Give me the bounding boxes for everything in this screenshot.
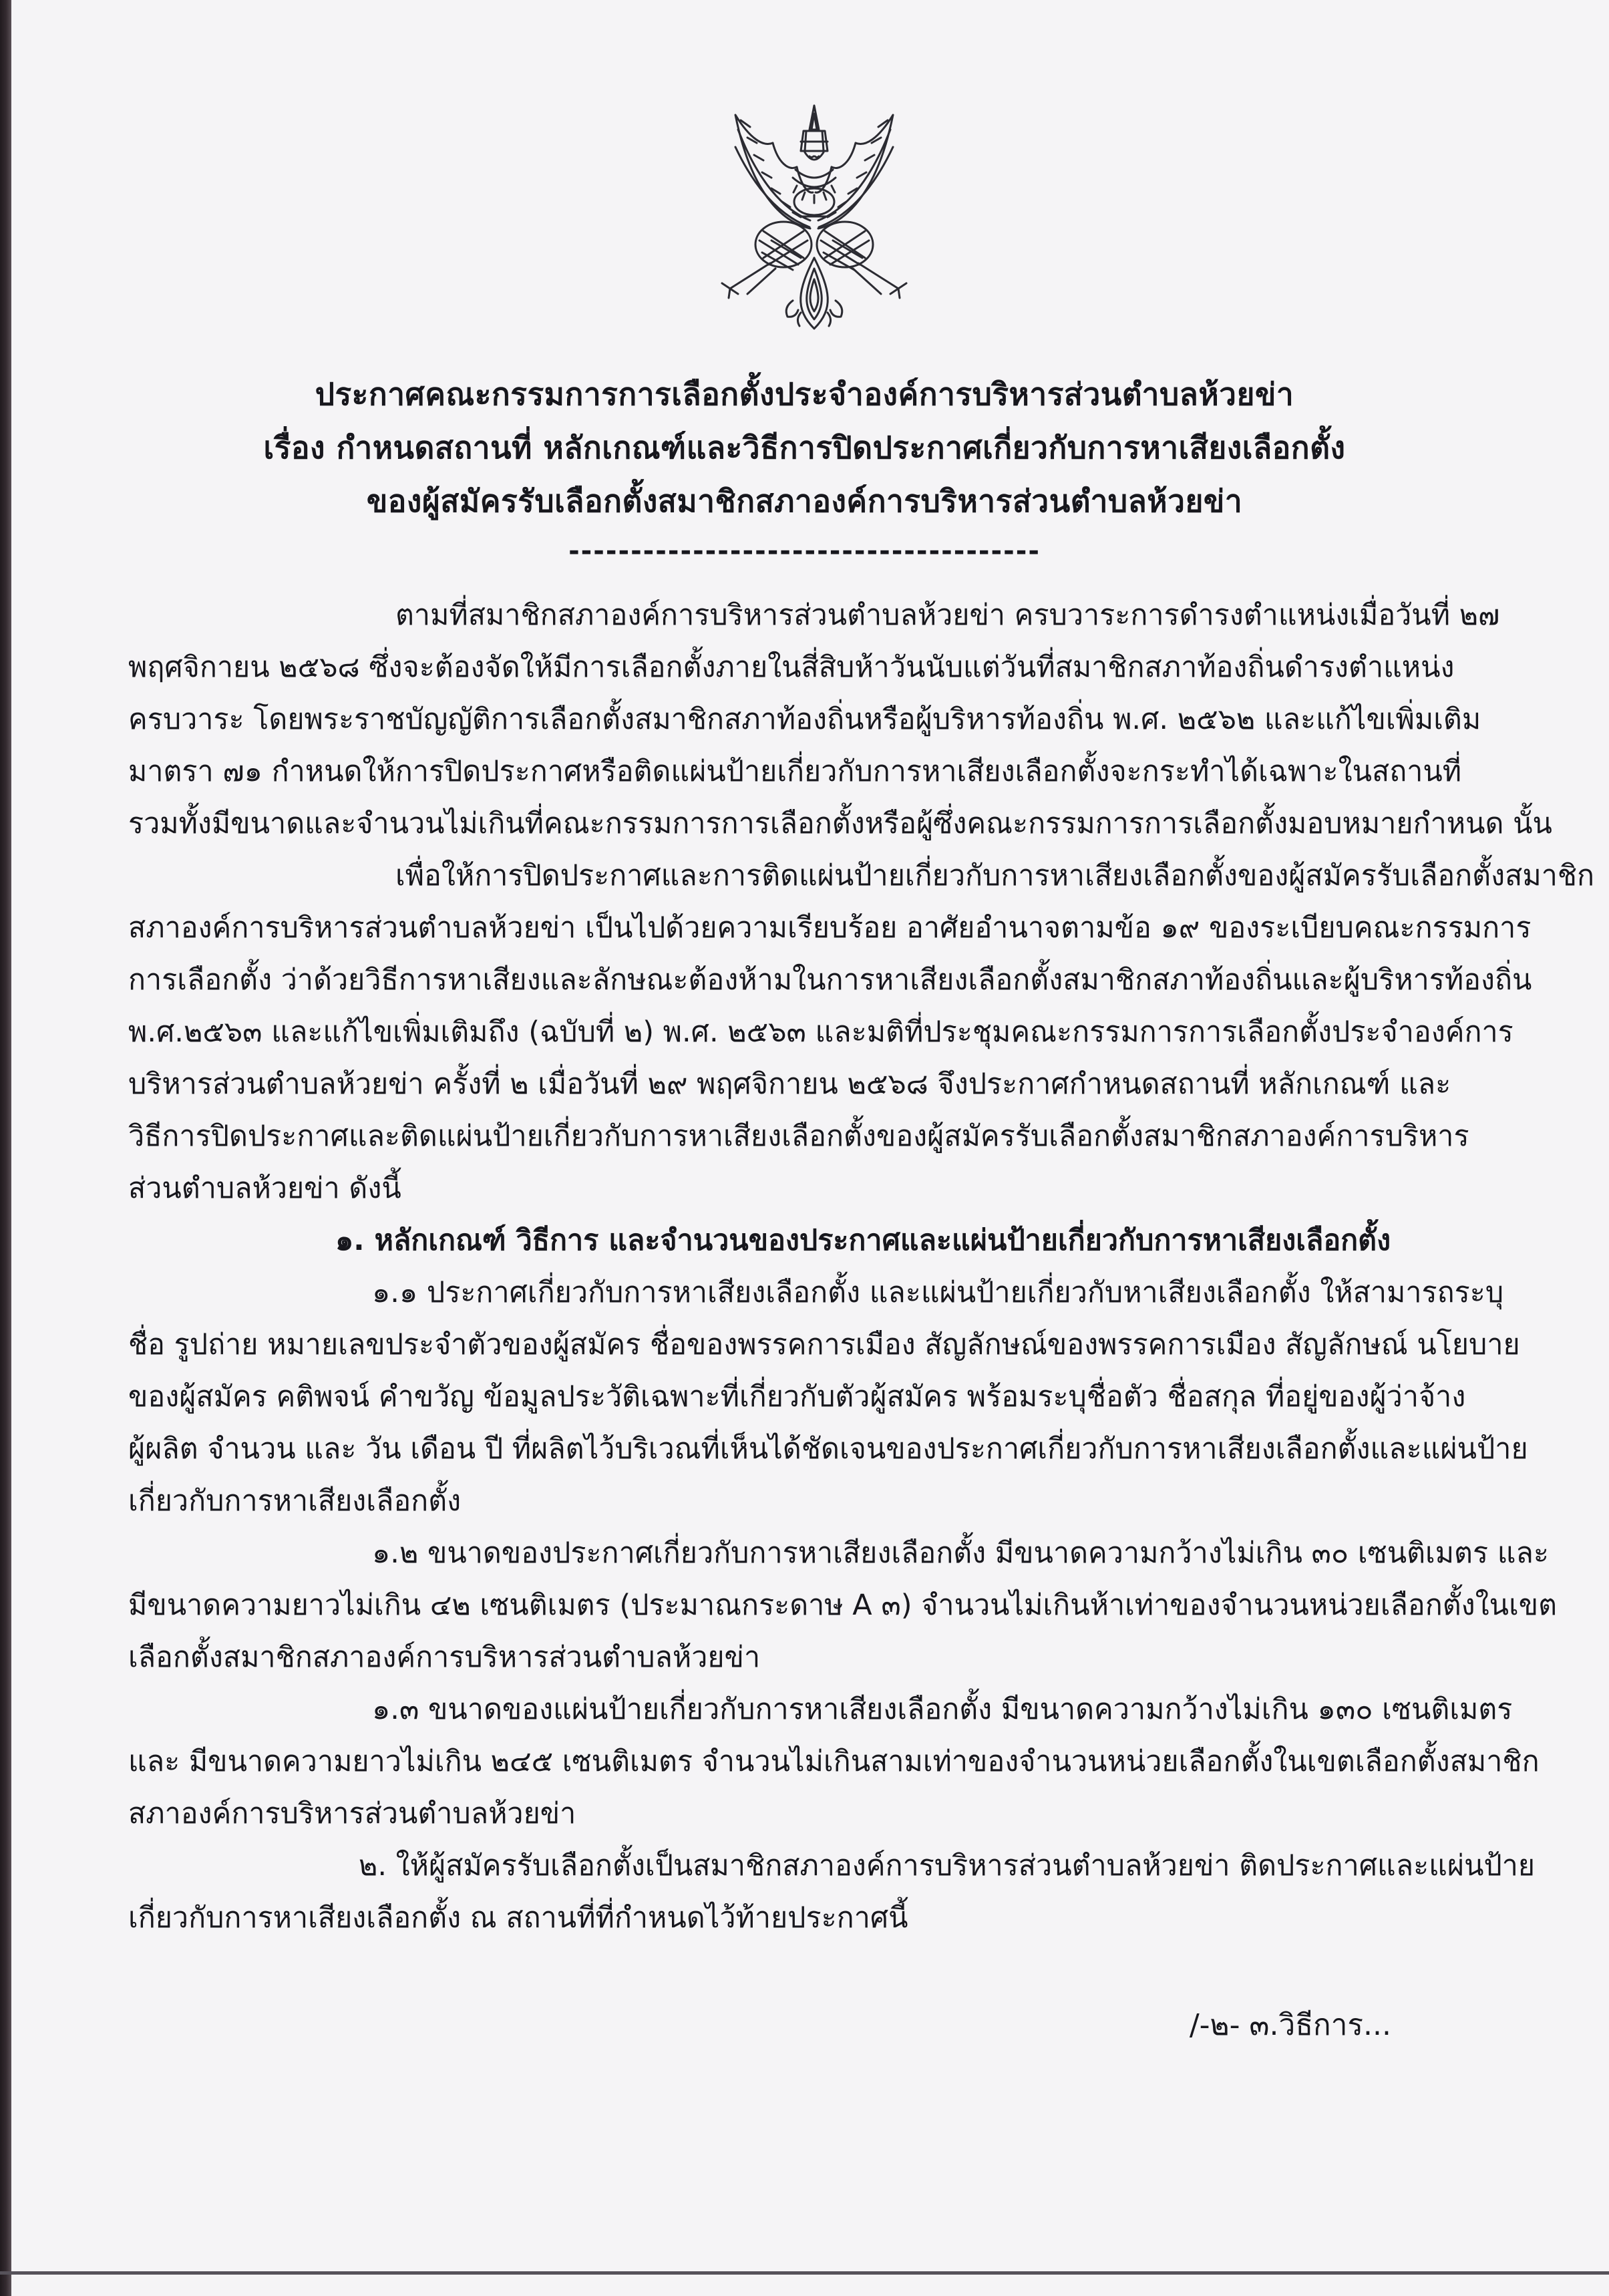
doc-line: เกี่ยวกับการหาเสียงเลือกตั้ง ณ สถานที่ที่กำหนดไว้ท้ายประกาศนี้ xyxy=(128,1901,908,1935)
section-1-3 xyxy=(128,1683,1540,1840)
doc-line: ชื่อ รูปถ่าย หมายเลขประจำตัวของผู้สมัคร ชื่อของพรรคการเมือง สัญลักษณ์ของพรรคการเมือง สัญลักษณ์ นโยบาย xyxy=(128,1328,1520,1361)
doc-line: พ.ศ.๒๕๖๓ และแก้ไขเพิ่มเติมถึง (ฉบับที่ ๒) พ.ศ. ๒๕๖๓ และมติที่ประชุมคณะกรรมการการเลือกตั้งประจำองค์การ xyxy=(128,1015,1513,1049)
doc-line: สภาองค์การบริหารส่วนตำบลห้วยข่า เป็นไปด้วยความเรียบร้อย อาศัยอำนาจตามข้อ ๑๙ ของระเบียบคณะกรรมการ xyxy=(128,911,1532,945)
garuda-emblem-icon xyxy=(701,100,928,338)
doc-line: เลือกตั้งสมาชิกสภาองค์การบริหารส่วนตำบลห้วยข่า xyxy=(128,1641,761,1674)
doc-line: มีขนาดความยาวไม่เกิน ๔๒ เซนติเมตร (ประมาณกระดาษ A ๓) จำนวนไม่เกินห้าเท่าของจำนวนหน่วยเลือกตั้งในเขต xyxy=(128,1589,1558,1622)
doc-line: พฤศจิกายน ๒๕๖๘ ซึ่งจะต้องจัดให้มีการเลือกตั้งภายในสี่สิบห้าวันนับแต่วันที่สมาชิกสภาท้องถิ่นดำรงตำแหน่ง xyxy=(128,651,1455,684)
doc-line: ผู้ผลิต จำนวน และ วัน เดือน ปี ที่ผลิตไว้บริเวณที่เห็นได้ชัดเจนของประกาศเกี่ยวกับการหาเสียงเลือกตั้งและแผ่นป้าย xyxy=(128,1432,1528,1466)
scan-edge-left xyxy=(0,0,11,2296)
doc-line: ของผู้สมัคร คติพจน์ คำขวัญ ข้อมูลประวัติเฉพาะที่เกี่ยวกับตัวผู้สมัคร พร้อมระบุชื่อตัว ชื่อสกุล ที่อยู่ของผู้ว่าจ้าง xyxy=(128,1380,1466,1414)
doc-line: ส่วนตำบลห้วยข่า ดังนี้ xyxy=(128,1172,401,1205)
doc-title-line-2: เรื่อง กำหนดสถานที่ หลักเกณฑ์และวิธีการปิดประกาศเกี่ยวกับการหาเสียงเลือกตั้ง xyxy=(263,430,1346,466)
doc-line: และ มีขนาดความยาวไม่เกิน ๒๔๕ เซนติเมตร จำนวนไม่เกินสามเท่าของจำนวนหน่วยเลือกตั้งในเขตเลือกตั้งสมาชิก xyxy=(128,1745,1540,1778)
section-1-1 xyxy=(128,1267,1528,1527)
section-1-2 xyxy=(128,1527,1558,1683)
doc-line: ๑.๑ ประกาศเกี่ยวกับการหาเสียงเลือกตั้ง และแผ่นป้ายเกี่ยวกับหาเสียงเลือกตั้ง ให้สามารถระบุ xyxy=(372,1276,1504,1309)
doc-line: บริหารส่วนตำบลห้วยข่า ครั้งที่ ๒ เมื่อวันที่ ๒๙ พฤศจิกายน ๒๕๖๘ จึงประกาศกำหนดสถานที่ หลักเกณฑ์ และ xyxy=(128,1068,1451,1101)
section-2 xyxy=(128,1840,1536,1944)
doc-line: ๑.๓ ขนาดของแผ่นป้ายเกี่ยวกับการหาเสียงเลือกตั้ง มีขนาดความกว้างไม่เกิน ๑๓๐ เซนติเมตร xyxy=(372,1693,1513,1726)
paragraph-2 xyxy=(128,850,1595,1214)
doc-line: ครบวาระ โดยพระราชบัญญัติการเลือกตั้งสมาชิกสภาท้องถิ่นหรือผู้บริหารท้องถิ่น พ.ศ. ๒๕๖๒ และแก้ไขเพิ่มเติม xyxy=(128,703,1481,736)
doc-line: วิธีการปิดประกาศและติดแผ่นป้ายเกี่ยวกับการหาเสียงเลือกตั้งของผู้สมัครรับเลือกตั้งสมาชิกสภาองค์การบริหาร xyxy=(128,1120,1469,1153)
emblem-container xyxy=(0,0,1609,338)
scan-edge-bottom-line xyxy=(0,2271,1609,2275)
doc-title-line-3: ของผู้สมัครรับเลือกตั้งสมาชิกสภาองค์การบริหารส่วนตำบลห้วยข่า xyxy=(366,483,1243,519)
doc-line: สภาองค์การบริหารส่วนตำบลห้วยข่า xyxy=(128,1797,576,1830)
doc-line: มาตรา ๗๑ กำหนดให้การปิดประกาศหรือติดแผ่นป้ายเกี่ยวกับการหาเสียงเลือกตั้งจะกระทำได้เฉพาะในสถานที่ xyxy=(128,755,1462,788)
doc-line: ตามที่สมาชิกสภาองค์การบริหารส่วนตำบลห้วยข่า ครบวาระการดำรงตำแหน่งเมื่อวันที่ ๒๗ xyxy=(395,599,1500,632)
doc-line: ๒. ให้ผู้สมัครรับเลือกตั้งเป็นสมาชิกสภาองค์การบริหารส่วนตำบลห้วยข่า ติดประกาศและแผ่นป้าย xyxy=(359,1849,1536,1882)
paragraph-1 xyxy=(128,589,1552,850)
doc-line: ๑.๒ ขนาดของประกาศเกี่ยวกับการหาเสียงเลือกตั้ง มีขนาดความกว้างไม่เกิน ๓๐ เซนติเมตร และ xyxy=(372,1536,1549,1570)
document-body xyxy=(0,589,1609,2045)
doc-line: เกี่ยวกับการหาเสียงเลือกตั้ง xyxy=(128,1484,462,1518)
doc-title-line-1: ประกาศคณะกรรมการการเลือกตั้งประจำองค์การบริหารส่วนตำบลห้วยข่า xyxy=(315,376,1294,412)
doc-line: การเลือกตั้ง ว่าด้วยวิธีการหาเสียงและลักษณะต้องห้ามในการหาเสียงเลือกตั้งสมาชิกสภาท้องถิ่นและผู้บริหารท้องถิ่น xyxy=(128,963,1532,997)
section-1-heading: ๑. หลักเกณฑ์ วิธีการ และจำนวนของประกาศและแผ่นป้ายเกี่ยวกับการหาเสียงเลือกตั้ง xyxy=(335,1224,1391,1257)
title-divider: -------------------------------------- xyxy=(568,536,1041,566)
doc-line: เพื่อให้การปิดประกาศและการติดแผ่นป้ายเกี่ยวกับการหาเสียงเลือกตั้งของผู้สมัครรับเลือกตั้งสมาชิก xyxy=(395,859,1595,892)
document-title xyxy=(0,367,1609,528)
continuation-page-note: /-๒- ๓.วิธีการ... xyxy=(1189,2008,1391,2042)
doc-line: รวมทั้งมีขนาดและจำนวนไม่เกินที่คณะกรรมการการเลือกตั้งหรือผู้ซึ่งคณะกรรมการการเลือกตั้งมอบหมายกำหนด นั้น xyxy=(128,807,1552,840)
